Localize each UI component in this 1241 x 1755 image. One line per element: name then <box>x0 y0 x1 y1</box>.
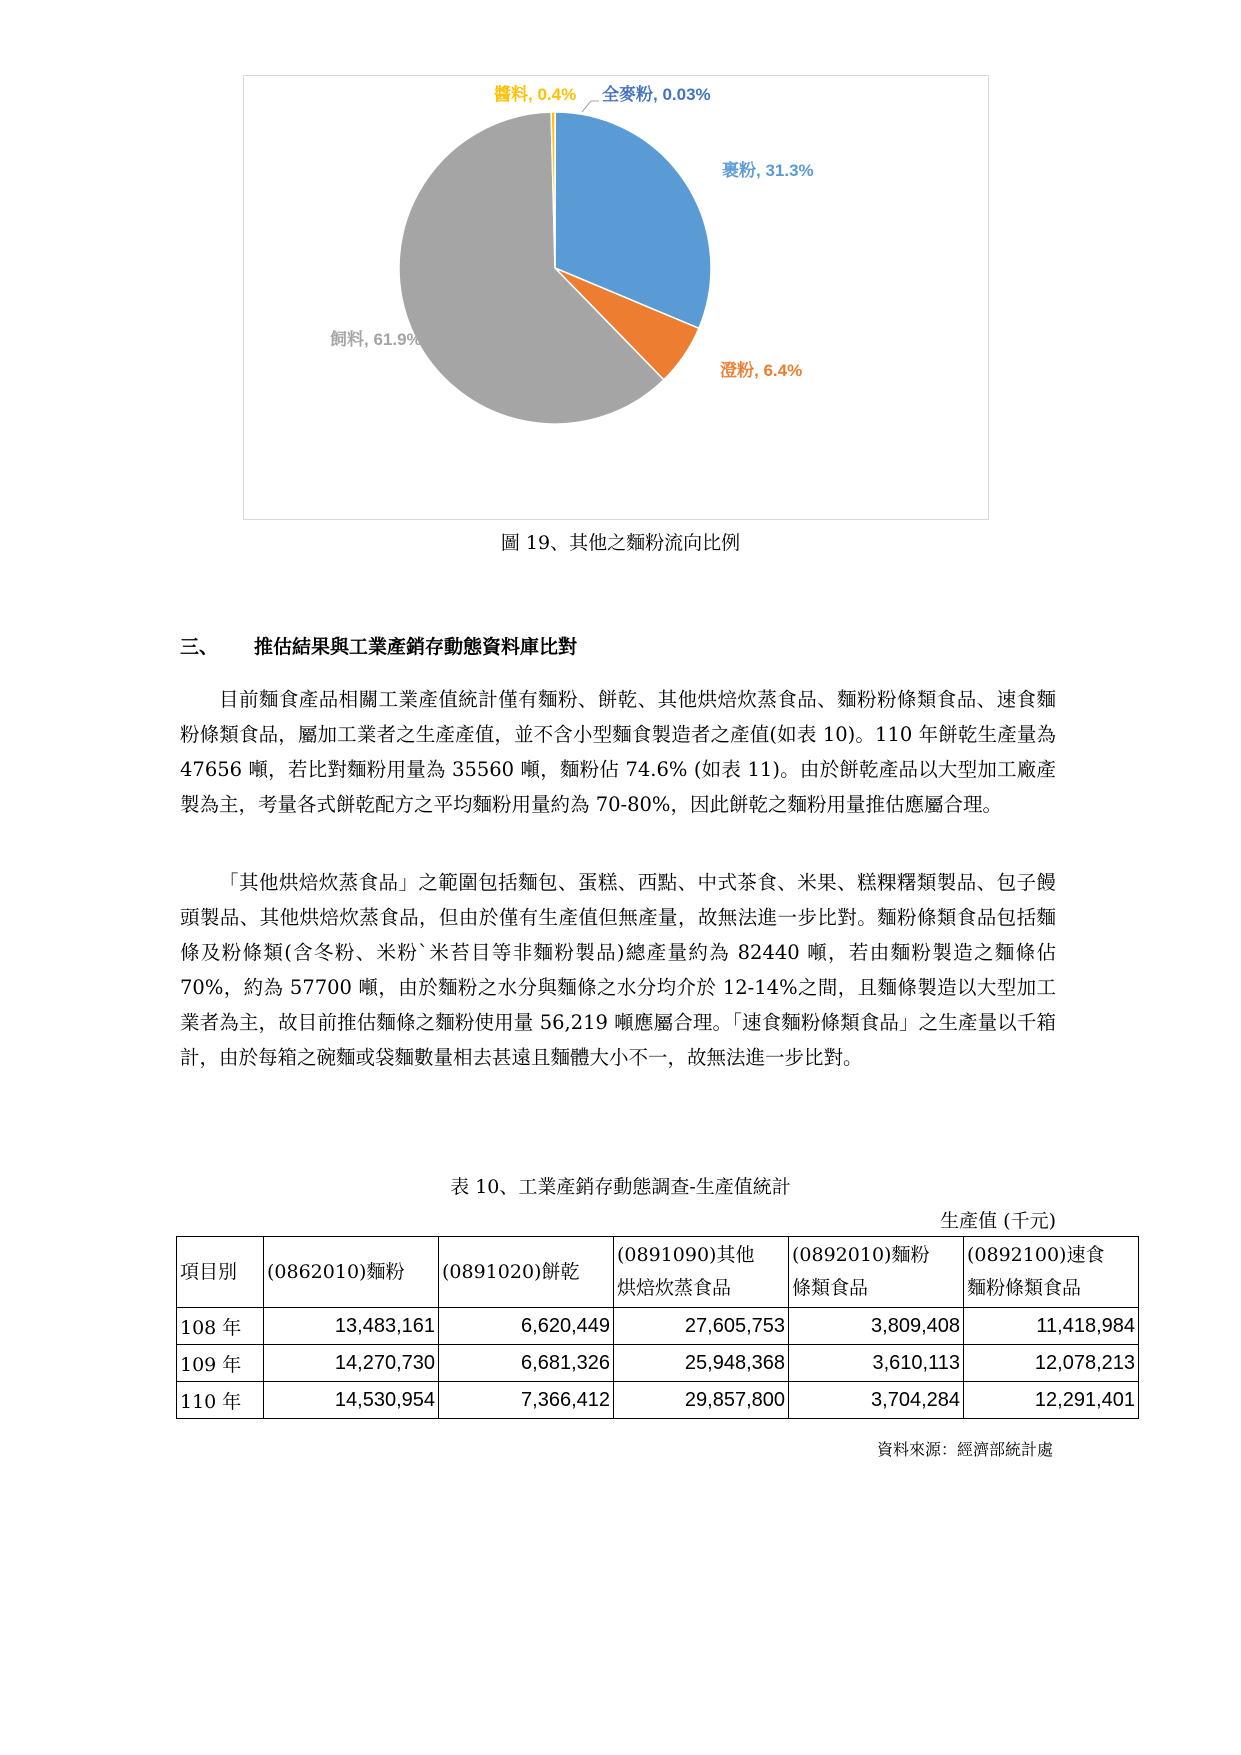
row-year: 110 年 <box>177 1382 264 1419</box>
cell-value: 14,530,954 <box>264 1382 439 1419</box>
pie-label-2: 裹粉, 31.3% <box>722 161 814 180</box>
table-row <box>177 1345 1139 1382</box>
table-caption: 表 10、工業產銷存動態調查-生產值統計 <box>450 1176 791 1198</box>
pie-label-5: 醬料, 0.4% <box>494 85 577 104</box>
cell-value: 12,078,213 <box>964 1345 1139 1382</box>
table-source: 資料來源：經濟部統計處 <box>876 1440 1053 1459</box>
table-header-row <box>177 1237 1139 1308</box>
row-year: 109 年 <box>177 1345 264 1382</box>
pie-slices <box>399 112 711 424</box>
header-instant-noodle: (0892100)速食 麵粉條類食品 <box>964 1237 1139 1308</box>
row-year: 108 年 <box>177 1308 264 1345</box>
cell-value: 3,809,408 <box>789 1308 964 1345</box>
header-flour: (0862010)麵粉 <box>264 1237 439 1308</box>
cell-value: 7,366,412 <box>439 1382 614 1419</box>
table-row <box>177 1308 1139 1345</box>
cell-value: 29,857,800 <box>614 1382 789 1419</box>
header-noodle: (0892010)麵粉 條類食品 <box>789 1237 964 1308</box>
cell-value: 3,704,284 <box>789 1382 964 1419</box>
pie-chart-frame <box>243 75 989 520</box>
cell-value: 3,610,113 <box>789 1345 964 1382</box>
header-other-bakery: (0891090)其他 烘焙炊蒸食品 <box>614 1237 789 1308</box>
cell-value: 25,948,368 <box>614 1345 789 1382</box>
header-item: 項目別 <box>177 1237 264 1308</box>
table-row <box>177 1382 1139 1419</box>
figure-caption: 圖 19、其他之麵粉流向比例 <box>500 532 741 554</box>
pie-leader-line <box>582 101 599 112</box>
pie-label-4: 飼料, 61.9% <box>330 330 422 349</box>
paragraph-1: 目前麵食產品相關工業產值統計僅有麵粉、餅乾、其他烘焙炊蒸食品、麵粉粉條類食品、速食麵粉條類食品，屬加工業者之生產產值，並不含小型麵食製造者之產值(如表 10)。110 年餅乾生產量為 47656 噸，若比對麵粉用量為 35560 噸，麵粉佔 74.6% (如表 11)。由於餅乾產品以大型加工廠產製為主，考量各式餅乾配方之平均麵粉用量約為 70-80%，因此餅乾之麵粉用量推估應屬合理。 <box>180 688 1056 816</box>
section-heading <box>180 632 577 659</box>
table-unit: 生產值 (千元) <box>940 1210 1056 1232</box>
header-biscuit: (0891020)餅乾 <box>439 1237 614 1308</box>
cell-value: 11,418,984 <box>964 1308 1139 1345</box>
cell-value: 13,483,161 <box>264 1308 439 1345</box>
cell-value: 6,681,326 <box>439 1345 614 1382</box>
cell-value: 14,270,730 <box>264 1345 439 1382</box>
pie-label-1: 全麥粉, 0.03% <box>602 85 711 104</box>
cell-value: 27,605,753 <box>614 1308 789 1345</box>
section-title: 推估結果與工業產銷存動態資料庫比對 <box>254 636 578 658</box>
pie-label-3: 澄粉, 6.4% <box>720 361 803 380</box>
cell-value: 12,291,401 <box>964 1382 1139 1419</box>
cell-value: 6,620,449 <box>439 1308 614 1345</box>
paragraph-2: 「其他烘焙炊蒸食品」之範圍包括麵包、蛋糕、西點、中式茶食、米果、糕粿糬類製品、包子饅頭製品、其他烘焙炊蒸食品，但由於僅有生產值但無產量，故無法進一步比對。麵粉條類食品包括麵條及粉條類(含冬粉、米粉`米苔目等非麵粉製品)總產量約為 82440 噸，若由麵粉製造之麵條佔 70%，約為 57700 噸，由於麵粉之水分與麵條之水分均介於 12-14%之間，且麵條製造以大型加工業者為主，故目前推估麵條之麵粉使用量 56,219 噸應屬合理。「速食麵粉條類食品」之生產量以千箱計，由於每箱之碗麵或袋麵數量相去甚遠且麵體大小不一，故無法進一步比對。 <box>180 871 1056 1069</box>
pie-chart <box>244 76 990 521</box>
section-number: 三、 <box>180 636 219 658</box>
production-value-table <box>176 1236 1139 1419</box>
